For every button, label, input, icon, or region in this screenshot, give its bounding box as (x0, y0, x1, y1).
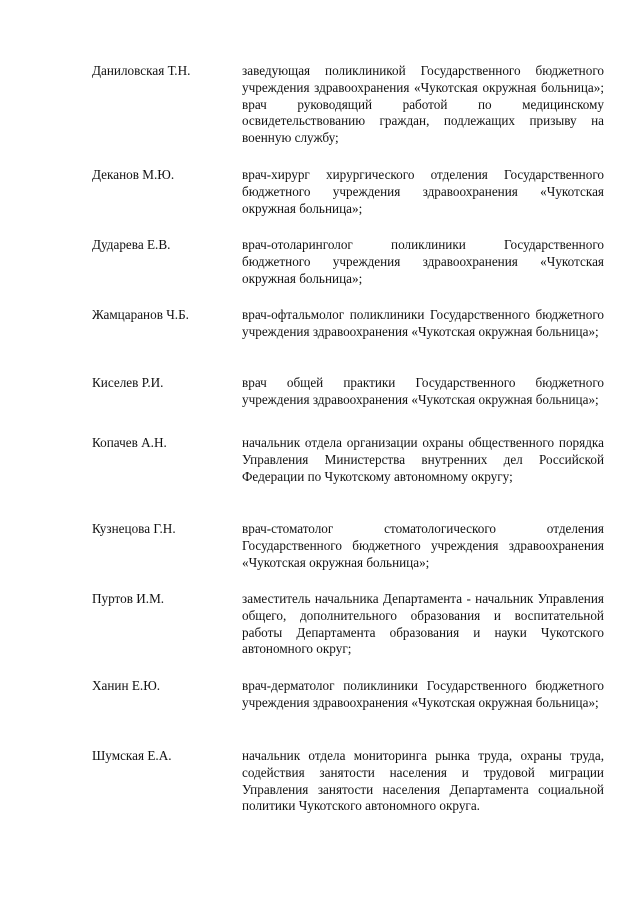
member-position: врач-офтальмолог поликлиники Государственного бюджетного учреждения здравоохранения «Чукотская окружная больница»; (242, 307, 604, 339)
member-name: Кузнецова Г.Н. (92, 521, 176, 536)
member-name: Дударева Е.В. (92, 237, 171, 252)
member-position: врач общей практики Государственного бюджетного учреждения здравоохранения «Чукотская окружная больница»; (242, 375, 604, 407)
member-name: Пуртов И.М. (92, 591, 165, 606)
member-position: заместитель начальника Департамента - начальник Управления общего, дополнительного образования и воспитательной работы Департамента образования и науки Чукотского автономного округ; (242, 591, 604, 657)
member-position: заведующая поликлиникой Государственного бюджетного учреждения здравоохранения «Чукотская окружная больница»; врач руководящий работой по медицинскому освидетельствованию граждан, подлежащих призыву на военную службу; (242, 63, 604, 146)
member-position: врач-стоматолог стоматологического отделения Государственного бюджетного учреждения здравоохранения «Чукотская окружная больница»; (242, 521, 604, 570)
member-name: Жамцаранов Ч.Б. (92, 307, 189, 322)
member-position: начальник отдела организации охраны общественного порядка Управления Министерства внутренних дел Российской Федерации по Чукотскому автономному округу; (242, 435, 604, 484)
member-name: Ханин Е.Ю. (92, 678, 161, 693)
member-name: Киселев Р.И. (92, 375, 164, 390)
member-position: врач-отоларинголог поликлиники Государственного бюджетного учреждения здравоохранения «Чукотская окружная больница»; (242, 237, 604, 286)
member-position: врач-хирург хирургического отделения Государственного бюджетного учреждения здравоохранения «Чукотская окружная больница»; (242, 167, 604, 216)
member-name: Копачев А.Н. (92, 435, 167, 450)
member-position: начальник отдела мониторинга рынка труда, охраны труда, содействия занятости населения и трудовой миграции Управления занятости населения Департамента социальной политики Чукотского автономного округа. (242, 748, 604, 814)
member-name: Даниловская Т.Н. (92, 63, 191, 78)
member-position: врач-дерматолог поликлиники Государственного бюджетного учреждения здравоохранения «Чукотская окружная больница»; (242, 678, 604, 710)
member-name: Шумская Е.А. (92, 748, 172, 763)
member-name: Деканов М.Ю. (92, 167, 175, 182)
